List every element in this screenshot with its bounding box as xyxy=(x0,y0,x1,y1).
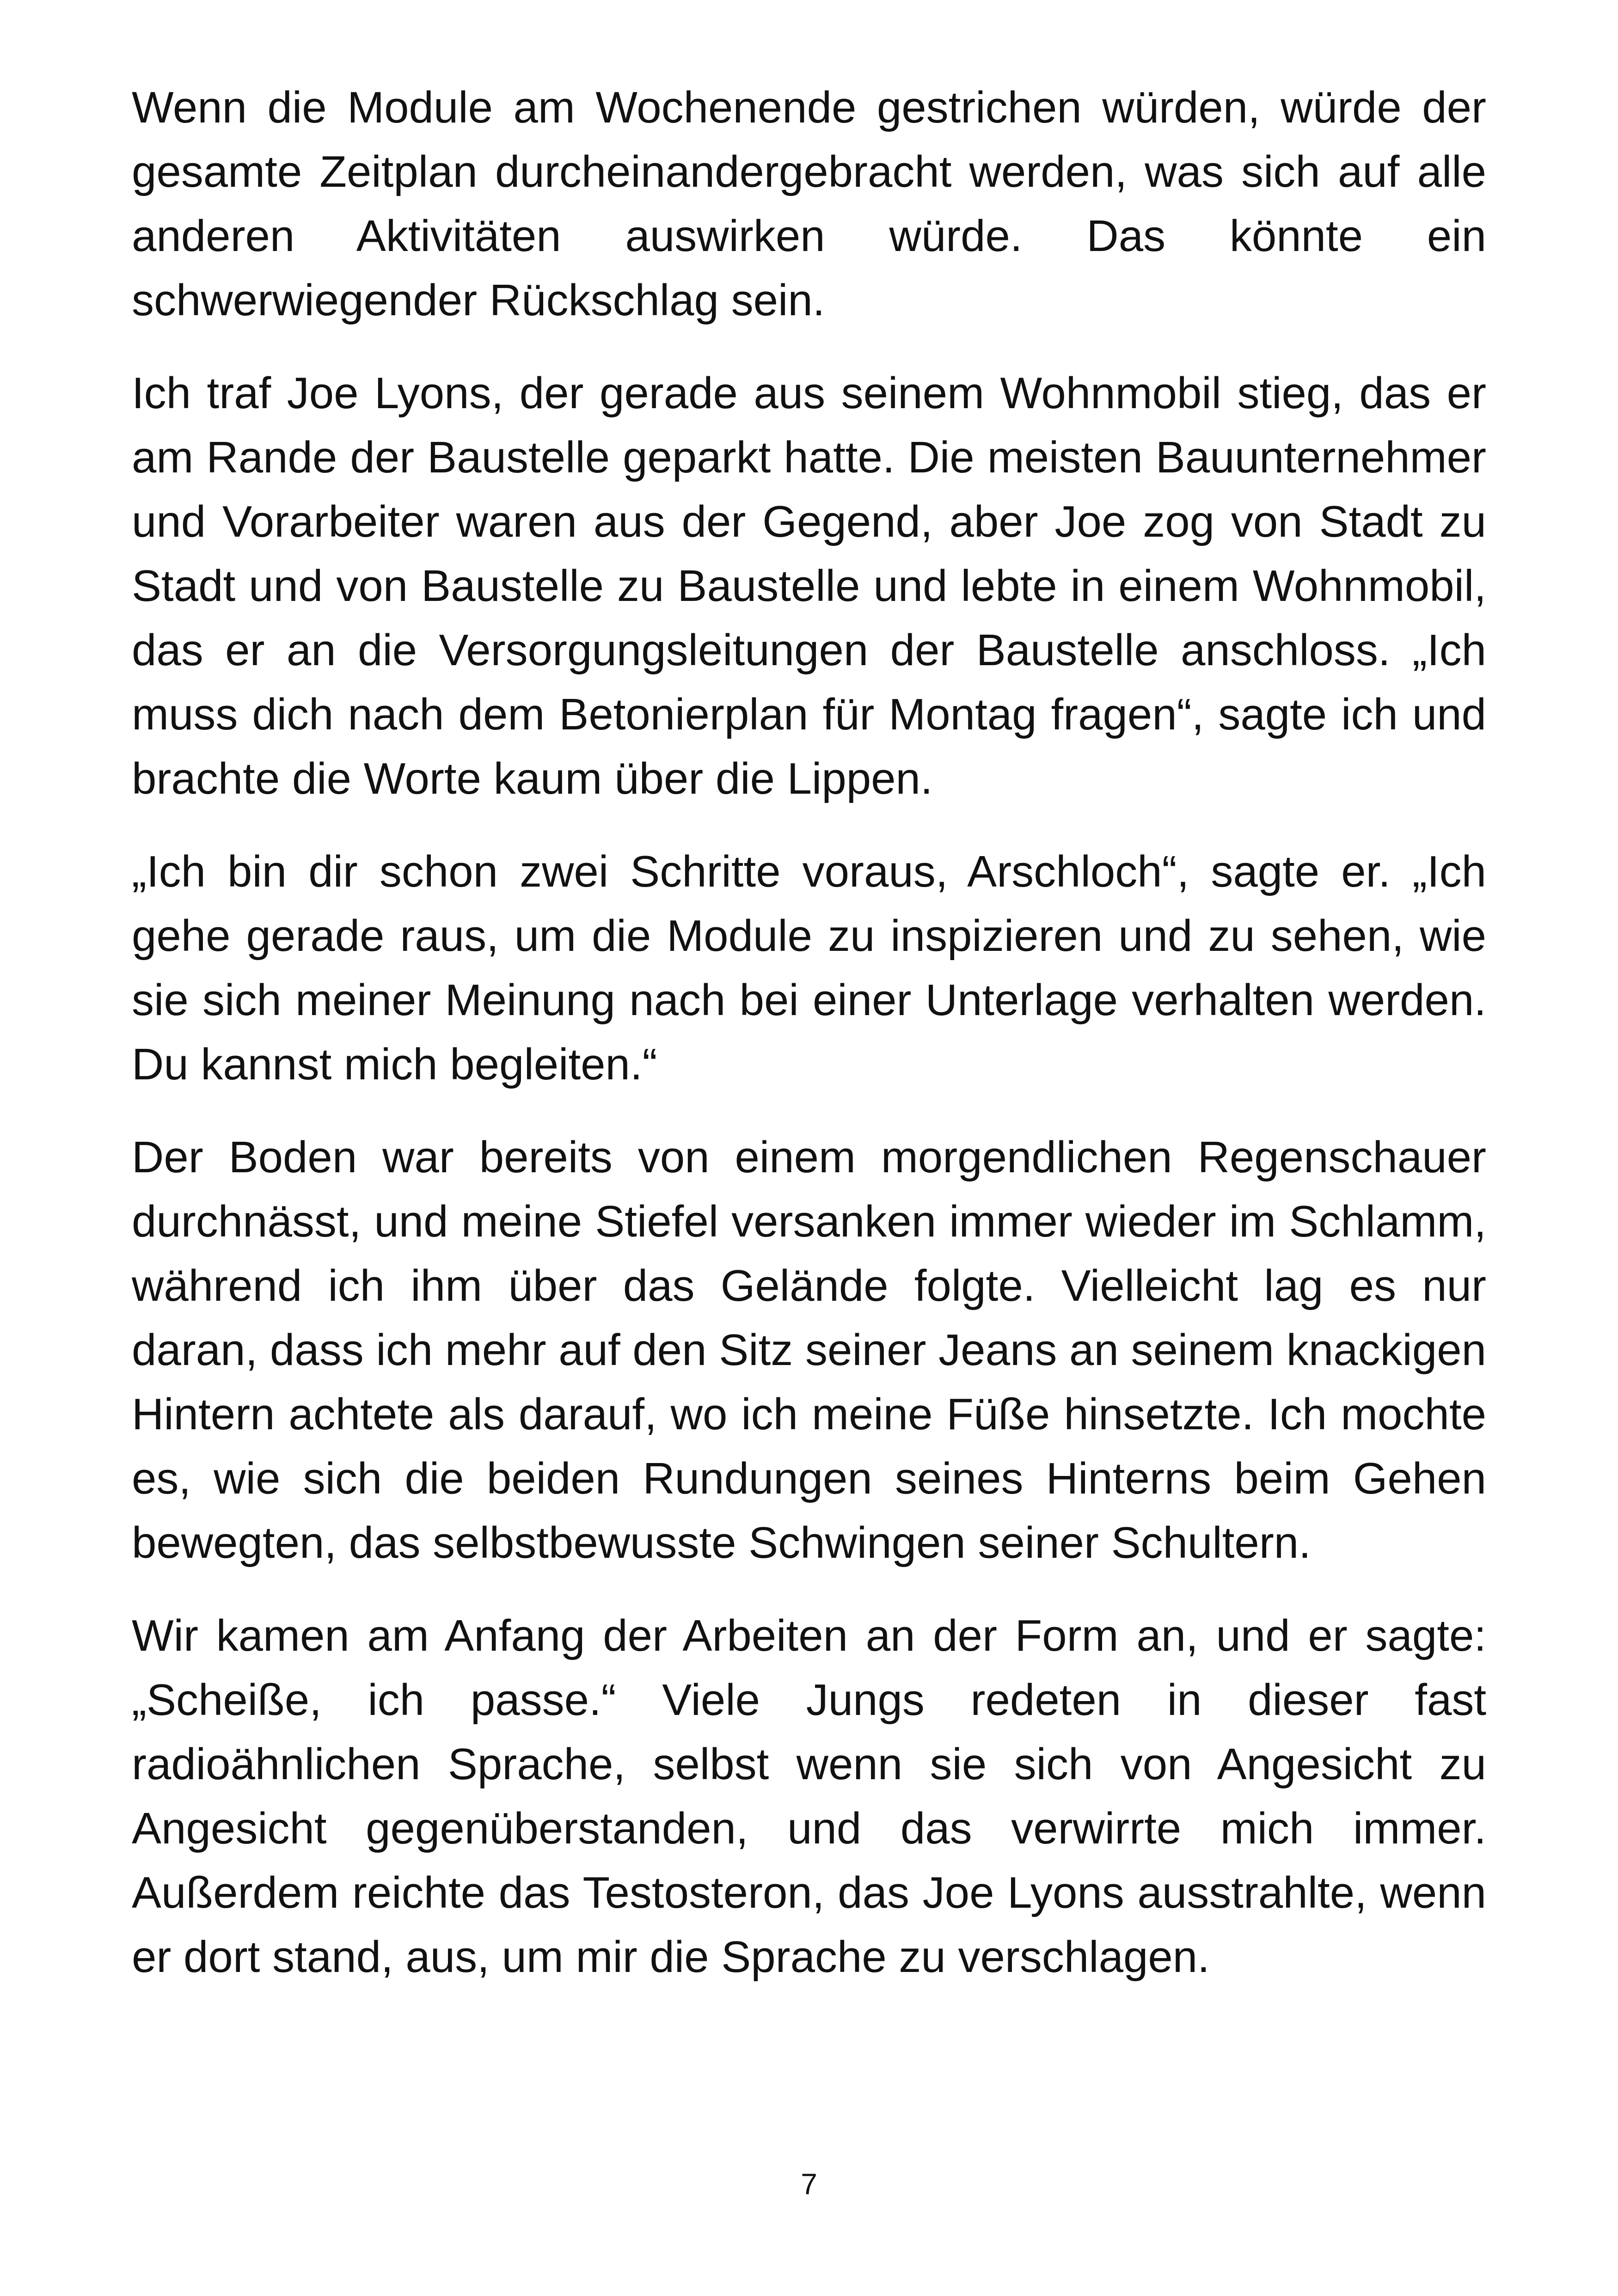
paragraph-5: Wir kamen am Anfang der Arbeiten an der Form an, und er sagte: „Scheiße, ich passe.“ Viele Jungs redeten in dieser fast radioähnlichen Sprache, selbst wenn sie sich von Angesicht zu Angesicht gegenüberstanden, und das verwirrte mich immer. Außerdem reichte das Testosteron, das Joe Lyons ausstrahlte, wenn er dort stand, aus, um mir die Sprache zu verschlagen. xyxy=(132,1611,1486,1982)
page-number: 7 xyxy=(801,2167,817,2201)
paragraph-2: Ich traf Joe Lyons, der gerade aus seinem Wohnmobil stieg, das er am Rande der Baustelle geparkt hatte. Die meisten Bauunternehmer und Vorarbeiter waren aus der Gegend, aber Joe zog von Stadt zu Stadt und von Baustelle zu Baustelle und lebte in einem Wohnmobil, das er an die Versorgungsleitungen der Baustelle anschloss. „Ich muss dich nach dem Betonierplan für Montag fragen“, sagte ich und brachte die Worte kaum über die Lippen. xyxy=(132,368,1486,803)
paragraph-3: „Ich bin dir schon zwei Schritte voraus, Arschloch“, sagte er. „Ich gehe gerade raus, um die Module zu inspizieren und zu sehen, wie sie sich meiner Meinung nach bei einer Unterlage verhalten werden. Du kannst mich begleiten.“ xyxy=(132,847,1486,1089)
body-text xyxy=(132,75,1486,2018)
paragraph-1: Wenn die Module am Wochenende gestrichen würden, würde der gesamte Zeitplan durcheinandergebracht werden, was sich auf alle anderen Aktivitäten auswirken würde. Das könnte ein schwerwiegender Rückschlag sein. xyxy=(132,83,1486,325)
paragraph-4: Der Boden war bereits von einem morgendlichen Regenschauer durchnässt, und meine Stiefel versanken immer wieder im Schlamm, während ich ihm über das Gelände folgte. Vielleicht lag es nur daran, dass ich mehr auf den Sitz seiner Jeans an seinem knackigen Hintern achtete als darauf, wo ich meine Füße hinsetzte. Ich mochte es, wie sich die beiden Rundungen seines Hinterns beim Gehen bewegten, das selbstbewusste Schwingen seiner Schultern. xyxy=(132,1133,1486,1567)
